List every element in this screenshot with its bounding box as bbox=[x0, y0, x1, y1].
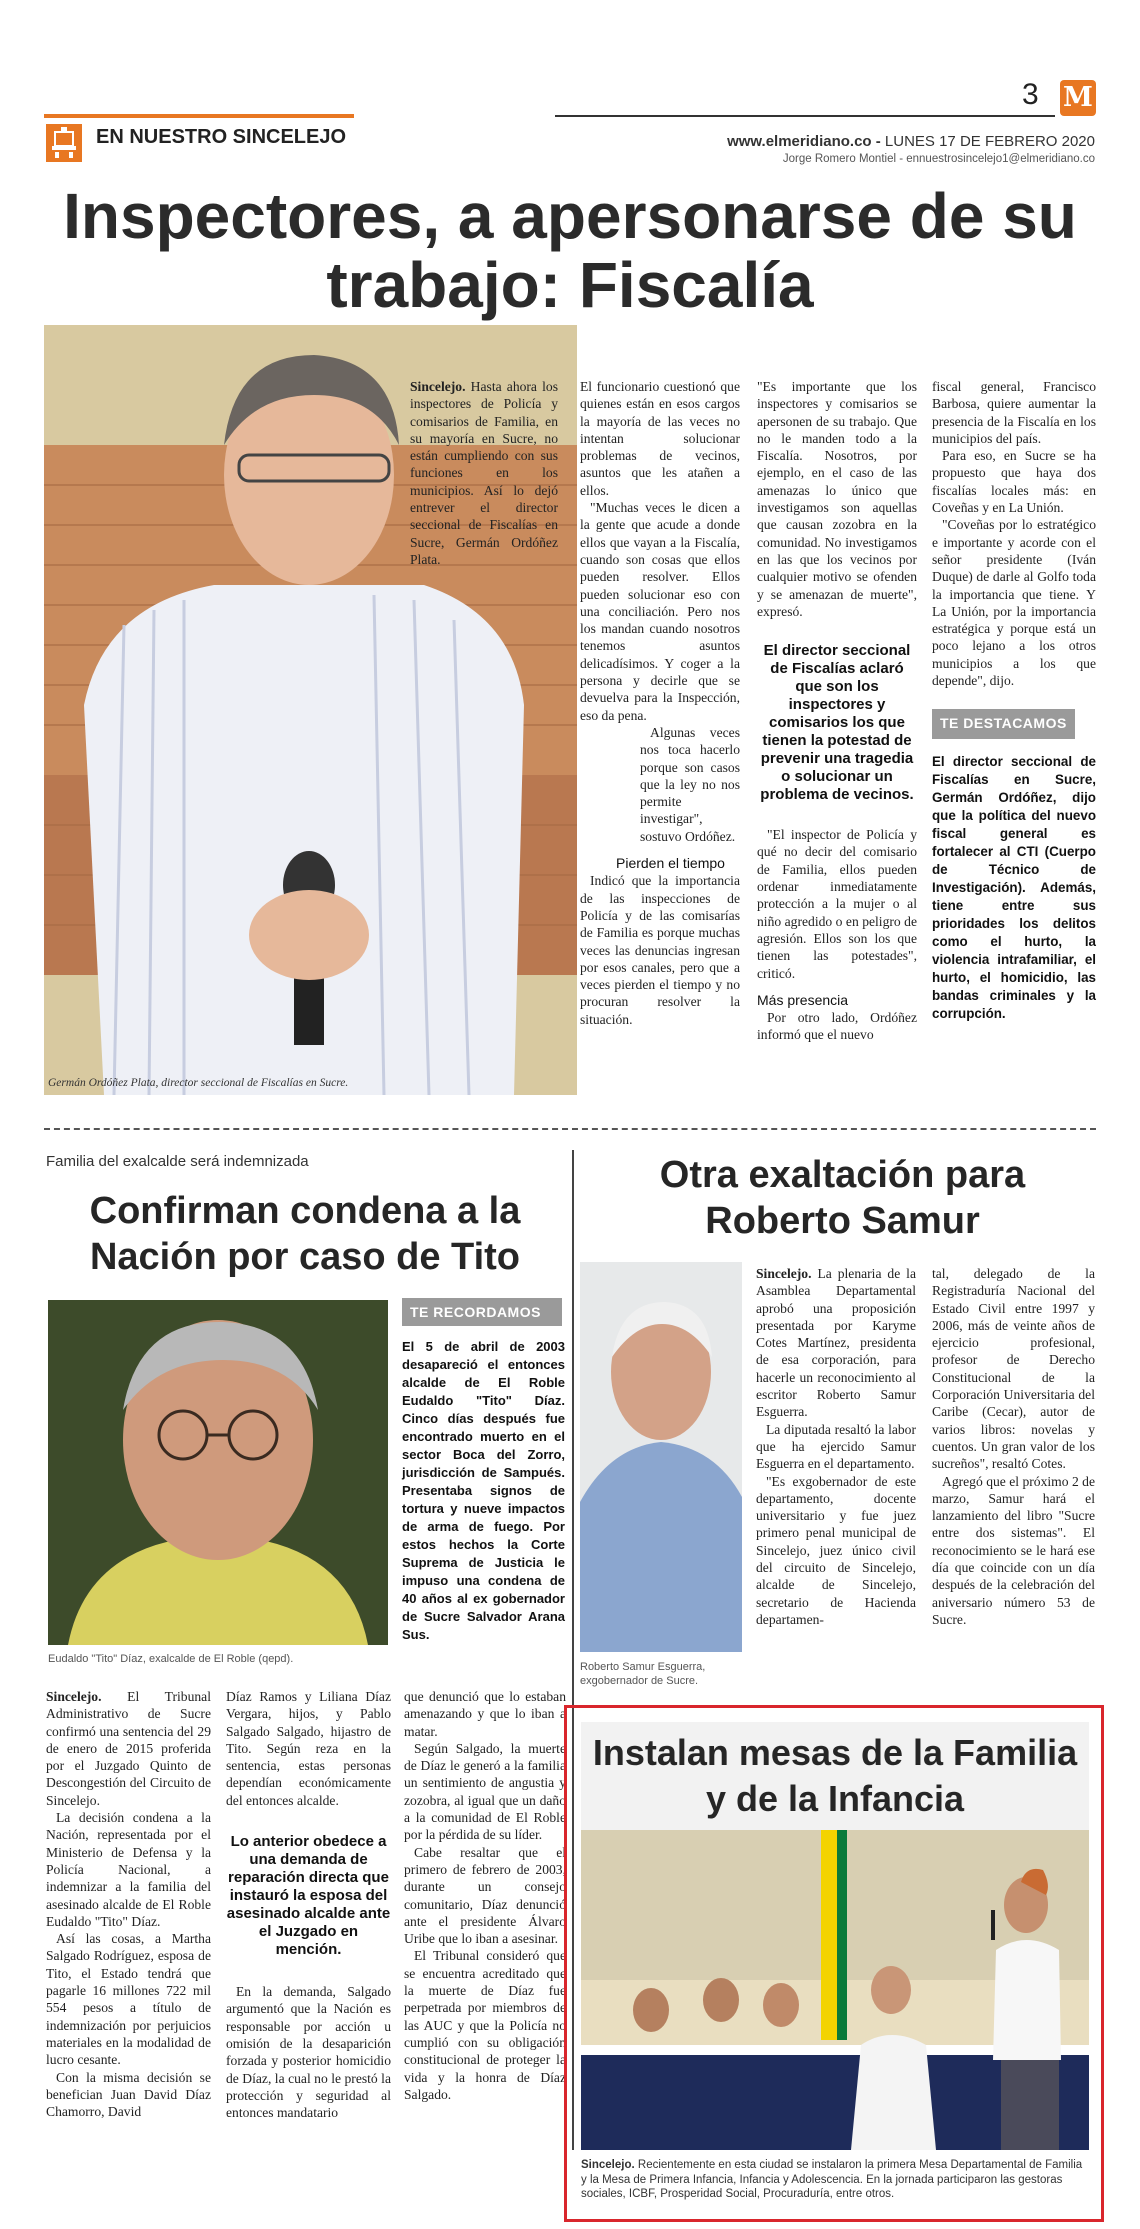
paragraph: tal, delegado de la Registraduría Nacional del Estado Civil entre 1997 y 2006, más de veinte años de ejercicio profesional, profesor de Derecho Constitucional de la Corporación Universitaria del Caribe (Cecar), autor de varios libros: novelas y cuentos. Un gran valor de los sucreños", resaltó Cotes. bbox=[932, 1266, 1095, 1472]
section-divider bbox=[44, 1128, 1096, 1131]
photo-caption: Roberto Samur Esguerra, exgobernador de Sucre. bbox=[580, 1661, 706, 1687]
box-tag: TE DESTACAMOS bbox=[932, 709, 1075, 738]
paragraph: "Muchas veces le dicen a la gente que acude a donde ellos que vayan a la Fiscalía, cuando son cosas que ellos pueden resolver. Ellos pueden solucionar eso con una conciliación. Pero nos los mandan cuando nosotros tenemos asuntos delicadísimos. Y coger a la persona y decirle que se devuelva para la Inspección, eso da pena. bbox=[580, 500, 740, 723]
paragraph: El Tribunal consideró que se encuentra acreditado que la muerte de Díaz fue perpetrada por miembros de las AUC y que la Policía no cumplió con su obligación constitucional de proteger la vida y la honra de Díaz Salgado. bbox=[404, 1948, 566, 2102]
article1-col2 bbox=[580, 378, 740, 1028]
portrait-photo bbox=[580, 1262, 742, 1652]
paragraph: Con la misma decisión se benefician Juan David Díaz Chamorro, David bbox=[46, 2069, 211, 2120]
article2-col2 bbox=[226, 1688, 391, 2121]
section-rule bbox=[44, 114, 354, 118]
te-recordamos-box bbox=[402, 1298, 565, 1644]
portrait-photo bbox=[48, 1300, 388, 1645]
caption-text: Recientemente en esta ciudad se instalaron la primera Mesa Departamental de Familia y la Mesa de Primera Infancia, Infancia y Adolescencia. En la jornada participaron las gestoras sociales, ICBF, Prosperidad Social, Procuraduría, entre otros. bbox=[581, 2159, 1083, 2200]
logo-letter: M bbox=[1063, 82, 1093, 113]
article2-col1 bbox=[46, 1688, 211, 2120]
article3-col2 bbox=[932, 1265, 1095, 1628]
paragraph: Por otro lado, Ordóñez informó que el nuevo bbox=[757, 1010, 917, 1043]
headline-condena: Confirman condena a la Nación por caso de Tito bbox=[89, 1190, 521, 1278]
dateline: Sincelejo. bbox=[46, 1689, 102, 1704]
section-header bbox=[44, 110, 354, 160]
city-icon bbox=[46, 124, 82, 162]
article1-col1 bbox=[410, 378, 558, 568]
paragraph: que denunció que lo estaban amenazando y que lo iban a matar. bbox=[404, 1689, 566, 1739]
pull-quote: El director seccional de Fiscalías aclaró que son los inspectores y comisarios los que tienen la potestad de prevenir una tragedia o solucionar un problema de vecinos. bbox=[760, 642, 914, 804]
article3-col1 bbox=[756, 1265, 916, 1628]
box-text: El director seccional de Fiscalías en Sucre, Germán Ordóñez, dijo que la política del nuevo fiscal general es fortalecer al CTI (Cuerpo de Técnico de Investigación). Además, tiene entre sus prioridades los delitos como el hurto, la violencia intrafamiliar, el hurto, el homicidio, las bandas criminales y la corrupción. bbox=[932, 753, 1096, 1021]
photo-eudaldo-diaz bbox=[48, 1300, 388, 1645]
pull-quote: Lo anterior obedece a una demanda de reparación directa que instauró la esposa del asesinado alcalde ante el Juzgado en mención. bbox=[226, 1833, 391, 1959]
newspaper-logo bbox=[1060, 80, 1096, 116]
paragraph: Indicó que la importancia de las inspecciones de Policía y de las comisarías de Familia es porque muchas veces las denuncias ingresan por esos canales, pero que a veces pierden el tiempo y no procuran resolver la situación. bbox=[580, 873, 740, 1027]
paragraph: La decisión condena a la Nación, representada por el Ministerio de Defensa y la Policía Nacional, a indemnizar a la familia del asesinado alcalde de El Roble Eudaldo "Tito" Díaz. bbox=[46, 1810, 211, 1929]
byline: Jorge Romero Montiel - ennuestrosincelejo1@elmeridiano.co bbox=[782, 153, 1095, 165]
issue-date: LUNES 17 DE FEBRERO 2020 bbox=[884, 133, 1095, 150]
paragraph: Cabe resaltar que el primero de febrero de 2003, durante un consejo comunitario, Díaz denunció ante el presidente Álvaro Uribe que lo iban a asesinar. bbox=[404, 1844, 566, 1947]
header-rule bbox=[555, 115, 1055, 117]
caption-dateline: Sincelejo. bbox=[581, 2159, 635, 2171]
paragraph: fiscal general, Francisco Barbosa, quiere aumentar la presencia de la Fiscalía en los municipios del país. bbox=[932, 379, 1096, 446]
article1-col1-text: Sincelejo. Hasta ahora los inspectores de Policía y comisarios de Familia, en su mayoría en Sucre, no están cumpliendo con sus funciones en los municipios. Así lo dejó entrever el director seccional de Fiscalías en Sucre, Germán Ordóñez Plata. bbox=[410, 379, 558, 567]
paragraph: En la demanda, Salgado argumentó que la Nación es responsable por acción u omisión de la desaparición forzada y posterior homicidio de Díaz, la cual no le prestó la protección y seguridad al entonces mandatario bbox=[226, 1984, 391, 2121]
main-headline: Inspectores, a apersonarse de su trabajo: Fiscalía bbox=[63, 180, 1077, 321]
paragraph: Para eso, en Sucre se ha propuesto que haya dos fiscalías locales más: en Coveñas y en La Unión. bbox=[932, 448, 1096, 516]
headline-samur: Otra exaltación para Roberto Samur bbox=[659, 1154, 1026, 1242]
paragraph: Agregó que el próximo 2 de marzo, Samur hará el lanzamiento del libro "Sucre entre dos sistemas". El reconocimiento se le hará ese día que coincide con un día después de la celebración del aniversario número 53 de Sucre. bbox=[932, 1473, 1095, 1627]
paragraph: Díaz Ramos y Liliana Díaz Vergara, hijos, y Pablo Salgado Salgado, hijastro de Tito. Según reza en la sentencia, estas personas dependían económicamente del entonces alcalde. bbox=[226, 1689, 391, 1808]
site-url[interactable]: www.elmeridiano.co - bbox=[727, 133, 881, 150]
article1-col3 bbox=[757, 378, 917, 1044]
section-title: EN NUESTRO SINCELEJO bbox=[96, 126, 347, 148]
paragraph: Algunas veces nos toca hacerlo porque son casos que la ley no nos permite investigar", sostuvo Ordóñez. bbox=[640, 724, 740, 844]
highlighted-article[interactable] bbox=[564, 1705, 1104, 2222]
kicker: Familia del exalcalde será indemnizada bbox=[46, 1153, 309, 1170]
photo-event bbox=[581, 1830, 1089, 2150]
paragraph: Según Salgado, la muerte de Díaz le generó a la familia un sentimiento de angustia y zozobra, al igual que un daño a la comunidad de El Roble por la pérdida de su líder. bbox=[404, 1740, 566, 1843]
dateline: Sincelejo. bbox=[756, 1266, 812, 1281]
paragraph: Así las cosas, a Martha Salgado Rodríguez, esposa de Tito, el Estado tendrá que pagarle 16 millones 722 mil 554 pesos a título de indemnización por perjuicios materiales en la modalidad de lucro cesante. bbox=[46, 1931, 211, 2068]
article1-col4 bbox=[932, 378, 1096, 1023]
paragraph: "Es exgobernador de este departamento, docente universitario y fue juez primero penal municipal de Sincelejo, juez único civil del circuito de Sincelejo, alcalde de Sincelejo, secretario de Hacienda departamen- bbox=[756, 1473, 916, 1627]
paragraph: Sincelejo. El Tribunal Administrativo de Sucre confirmó una sentencia del 29 de enero de 2015 proferida por el Juzgado Quinto de Descongestión del Circuito de Sincelejo. bbox=[46, 1689, 211, 1808]
article2-col3 bbox=[404, 1688, 566, 2103]
box-tag: TE RECORDAMOS bbox=[402, 1298, 562, 1326]
photo-caption bbox=[581, 2158, 1089, 2202]
photo-caption: Germán Ordóñez Plata, director seccional de Fiscalías en Sucre. bbox=[48, 1077, 349, 1089]
photo-roberto-samur bbox=[580, 1262, 742, 1652]
te-destacamos-box bbox=[932, 709, 1096, 1022]
box-text: El 5 de abril de 2003 desapareció el entonces alcalde de El Roble Eudaldo "Tito" Díaz. Cinco días después fue encontrado muerto en el sector Boca del Zorro, jurisdicción de Sampués. Presentaba signos de tortura y nueve impactos de arma de fuego. Por estos hechos la Corte Suprema de Justicia le impuso una condena de 40 años al ex gobernador de Sucre Salvador Arana Sus. bbox=[402, 1339, 565, 1642]
photo-caption: Eudaldo "Tito" Díaz, exalcalde de El Roble (qepd). bbox=[48, 1653, 294, 1665]
headline-mesas: Instalan mesas de la Familia y de la Infancia bbox=[592, 1732, 1078, 1819]
paragraph: "El inspector de Policía y qué no decir del comisario de Familia, ellos pueden ordenar inmediatamente protección a la mujer o al niño agredido o en peligro de agresión. Ellos son los que tienen las potestades", criticó. bbox=[757, 827, 917, 981]
dateline-header bbox=[560, 133, 1095, 150]
paragraph: La diputada resaltó la labor que ha ejercido Samur Esguerra en el departamento. bbox=[756, 1421, 916, 1472]
paragraph: El funcionario cuestionó que quienes están en esos cargos la mayoría de las veces no intentan solucionar problemas de vecinos, asuntos que les atañen a ellos. bbox=[580, 379, 740, 498]
paragraph: Sincelejo. La plenaria de la Asamblea Departamental aprobó una proposición presentada por Karyme Cotes Martínez, presidenta de esa corporación, para hacerle un reconocimiento al escritor Roberto Samur Esguerra. bbox=[756, 1266, 916, 1420]
dateline: Sincelejo. bbox=[410, 379, 466, 394]
event-photo bbox=[581, 1830, 1089, 2150]
paragraph: "Es importante que los inspectores y comisarios se apersonen de su trabajo. Que no le manden todo a la Fiscalía. Nosotros, por ejemplo, en el caso de las amenazas lo único que investigamos son aquellas que causan zozobra en la comunidad. No investigamos en las que los vecinos por cualquier motivo se ofenden y se amenazan de muerte", expresó. bbox=[757, 379, 917, 619]
subhead-mas-presencia: Más presencia bbox=[757, 991, 849, 1008]
page-number: 3 bbox=[1022, 78, 1039, 111]
subhead-pierden: Pierden el tiempo bbox=[616, 855, 725, 872]
paragraph: "Coveñas por lo estratégico e importante y acorde con el señor presidente (Iván Duque) de darle al Golfo toda la importancia que tiene. Y La Unión, por la importancia estratégica y porque está un poco lejano a los otros municipios a los que depende", dijo. bbox=[932, 517, 1096, 689]
